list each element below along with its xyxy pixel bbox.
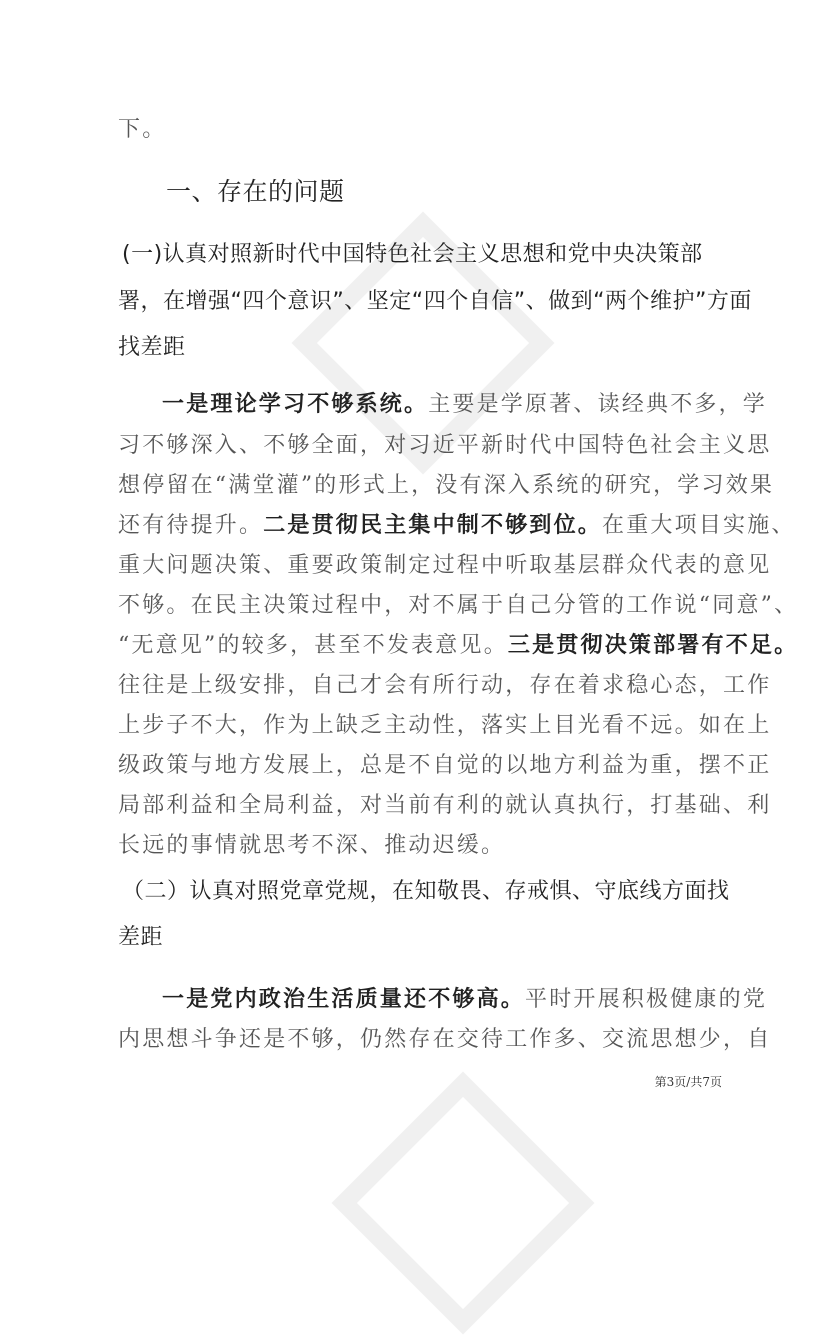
text-run: 在重大项目实施、 xyxy=(602,513,796,538)
text-run: 主要是学原著、读经典不多，学 xyxy=(428,392,768,417)
paragraph-line xyxy=(162,387,767,418)
subsection-heading: 署，在增强“四个意识”、坚定“四个自信”、做到“两个维护”方面 xyxy=(118,289,752,314)
paragraph-line: 想停留在“满堂灌”的形式上，没有深入系统的研究，学习效果 xyxy=(118,473,775,498)
subsection-heading: 找差距 xyxy=(118,335,186,360)
paragraph-line: 长远的事情就思考不深、推动迟缓。 xyxy=(118,833,506,858)
text-run: “无意见”的较多，甚至不发表意见。 xyxy=(118,633,508,658)
paragraph-line: 往往是上级安排，自己才会有所行动，存在着求稳心态，工作 xyxy=(118,673,772,698)
subsection-heading: (一)认真对照新时代中国特色社会主义思想和党中央决策部 xyxy=(122,242,703,267)
text-run: 平时开展积极健康的党 xyxy=(525,987,768,1012)
bold-lead: 一是党内政治生活质量还不够高。 xyxy=(162,986,526,1012)
paragraph-line: 重大问题决策、重要政策制定过程中听取基层群众代表的意见 xyxy=(118,553,772,578)
bold-lead: 二是贯彻民主集中制不够到位。 xyxy=(263,512,603,538)
paragraph-line xyxy=(162,982,767,1013)
section-heading: 一、存在的问题 xyxy=(166,177,345,206)
paragraph-line xyxy=(118,508,796,539)
page-indicator: 第3页/共7页 xyxy=(654,1075,722,1089)
paragraph-line: 习不够深入、不够全面，对习近平新时代中国特色社会主义思 xyxy=(118,433,772,458)
paragraph-line: 上步子不大，作为上缺乏主动性，落实上目光看不远。如在上 xyxy=(118,713,772,738)
text-run: 还有待提升。 xyxy=(118,513,264,538)
watermark-logo xyxy=(331,1071,594,1334)
paragraph-line xyxy=(118,628,798,659)
paragraph-line: 内思想斗争还是不够，仍然存在交待工作多、交流思想少，自 xyxy=(118,1027,772,1052)
subsection-heading: 差距 xyxy=(118,925,164,950)
paragraph-line: 级政策与地方发展上，总是不自觉的以地方利益为重，摆不正 xyxy=(118,753,772,778)
bold-lead: 三是贯彻决策部署有不足。 xyxy=(507,632,799,658)
paragraph-line: 局部利益和全局利益，对当前有利的就认真执行，打基础、利 xyxy=(118,793,772,818)
subsection-heading: （二）认真对照党章党规，在知敬畏、存戒惧、守底线方面找 xyxy=(122,879,730,904)
paragraph-line: 下。 xyxy=(118,117,167,142)
paragraph-line: 不够。在民主决策过程中，对不属于自己分管的工作说“同意”、 xyxy=(118,593,799,618)
bold-lead: 一是理论学习不够系统。 xyxy=(162,391,429,417)
